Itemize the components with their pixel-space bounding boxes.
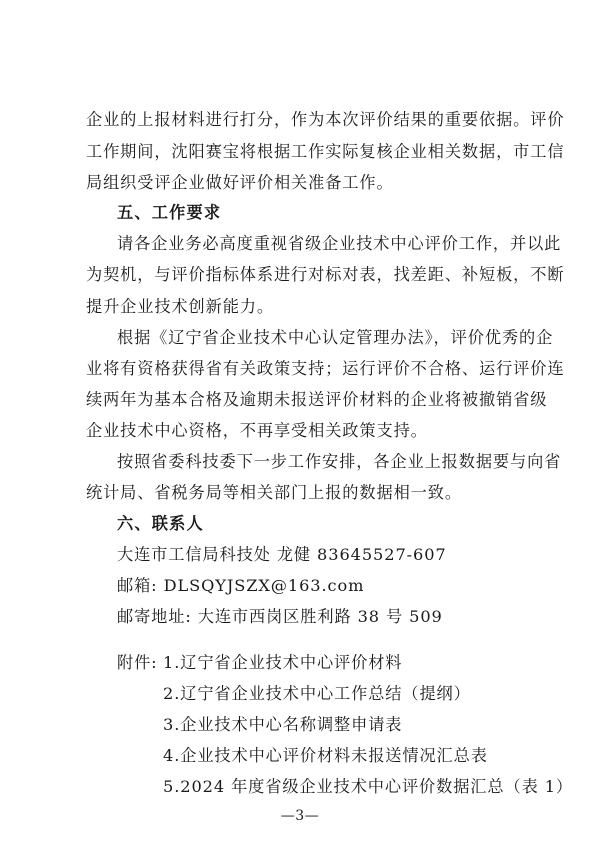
contact-line: 大连市工信局科技处 龙健 83645527-607 — [117, 545, 447, 564]
attachment-item: 2.辽宁省企业技术中心工作总结（提纲） — [163, 684, 471, 703]
section-heading: 六、联系人 — [117, 514, 204, 533]
paragraph-line: 续两年为基本合格及逾期未报送评价材料的企业将被撤销省级 — [86, 390, 548, 409]
paragraph-line: 为契机，与评价指标体系进行对标对表，找差距、补短板，不断 — [86, 265, 565, 284]
paragraph-line: 局组织受评企业做好评价相关准备工作。 — [86, 173, 394, 192]
attachment-item: 4.企业技术中心评价材料未报送情况汇总表 — [163, 746, 488, 765]
paragraph-line: 企业的上报材料进行打分，作为本次评价结果的重要依据。评价 — [86, 110, 565, 129]
attachments-label: 附件: — [117, 653, 158, 672]
paragraph-line: 提升企业技术创新能力。 — [86, 297, 274, 316]
paragraph-line: 业将有资格获得省有关政策支持；运行评价不合格、运行评价连 — [86, 359, 565, 378]
attachment-item: 3.企业技术中心名称调整申请表 — [163, 715, 403, 734]
address-line: 邮寄地址: 大连市西岗区胜利路 38 号 509 — [117, 607, 443, 626]
email-line: 邮箱: DLSQYJSZX@163.com — [117, 576, 365, 595]
paragraph-line: 统计局、省税务局等相关部门上报的数据相一致。 — [86, 483, 462, 502]
section-heading: 五、工作要求 — [117, 203, 222, 222]
paragraph-line: 请各企业务必高度重视省级企业技术中心评价工作，并以此 — [117, 234, 562, 253]
attachment-item: 5.2024 年度省级企业技术中心评价数据汇总（表 1） — [163, 777, 573, 796]
paragraph-line: 企业技术中心资格，不再享受相关政策支持。 — [86, 421, 428, 440]
paragraph-line: 按照省委科技委下一步工作安排，各企业上报数据要与向省 — [117, 452, 562, 471]
page-number: —3— — [280, 808, 320, 824]
paragraph-line: 根据《辽宁省企业技术中心认定管理办法》，评价优秀的企 — [117, 328, 554, 347]
attachment-item: 1.辽宁省企业技术中心评价材料 — [163, 653, 403, 672]
paragraph-line: 工作期间，沈阳赛宝将根据工作实际复核企业相关数据，市工信 — [86, 142, 565, 161]
